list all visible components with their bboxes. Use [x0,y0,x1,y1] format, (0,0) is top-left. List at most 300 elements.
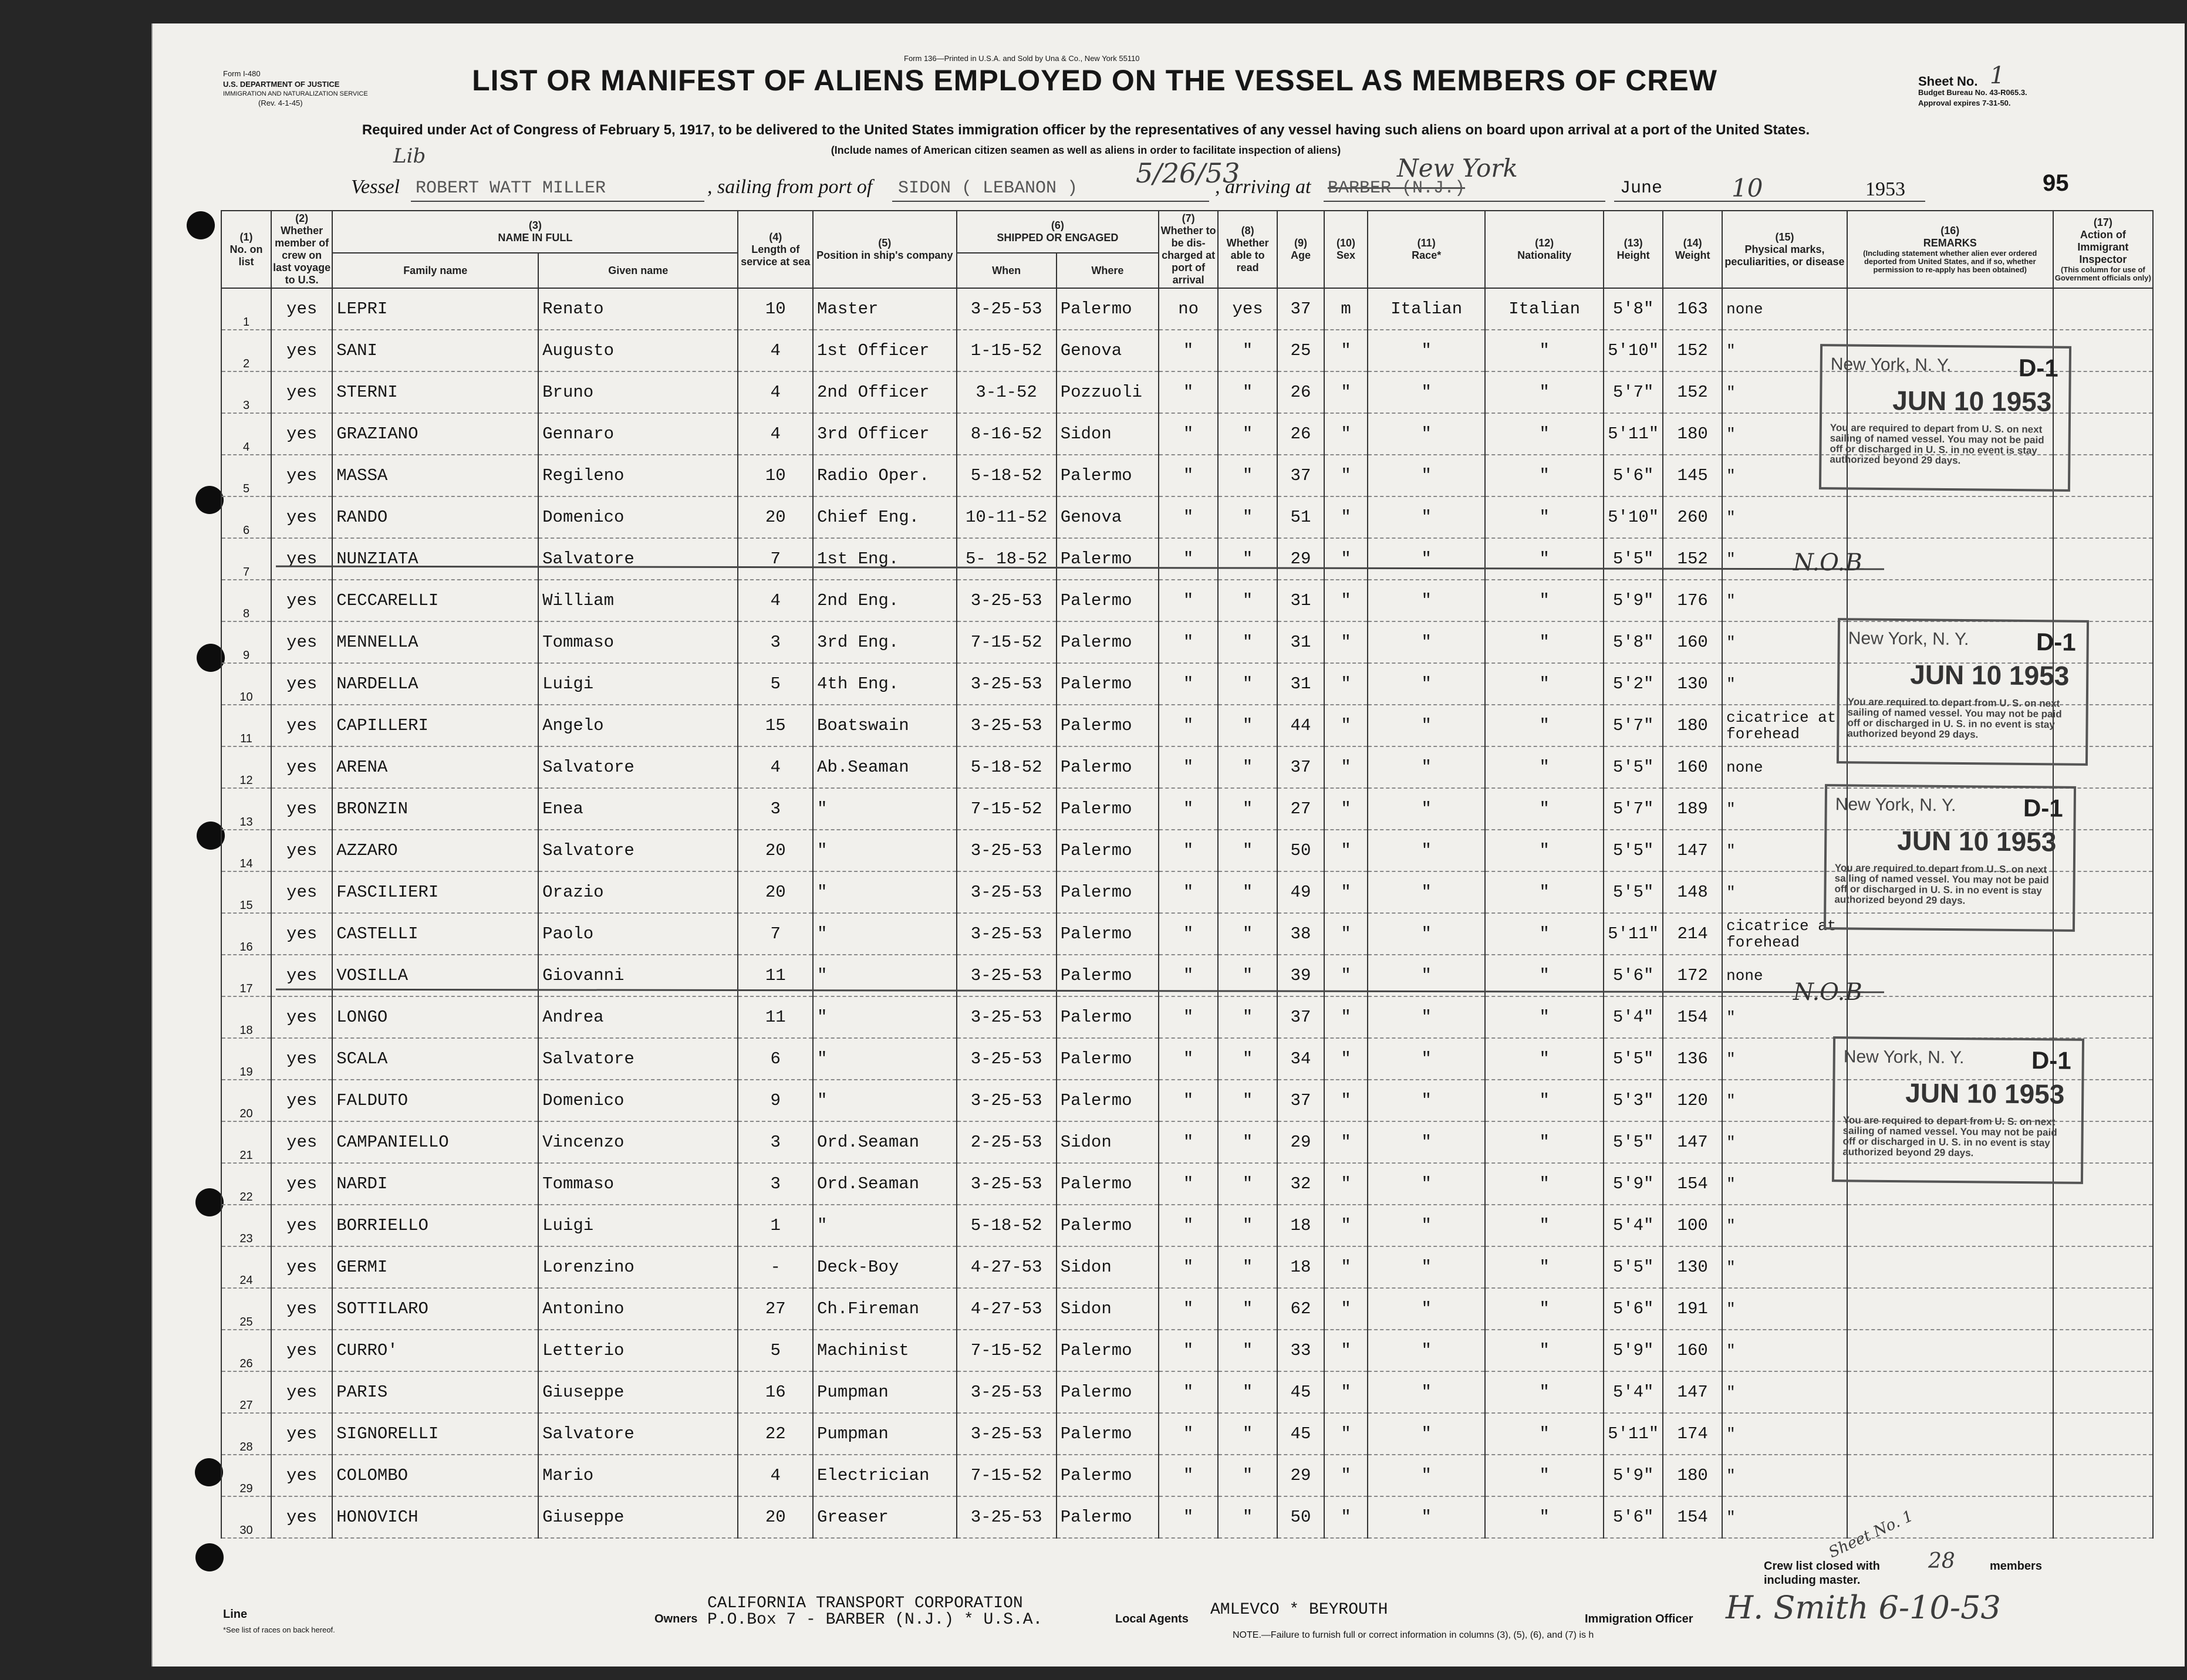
inspector-action [2053,996,2153,1038]
col-no: (1) No. on list [221,211,271,288]
age: 62 [1277,1288,1324,1330]
able-to-read: " [1218,1330,1277,1371]
table-row [221,538,2153,580]
age: 26 [1277,371,1324,413]
local-agents: AMLEVCO * BEYROUTH [1210,1601,1388,1619]
sex: " [1324,830,1368,871]
race: " [1368,1080,1485,1121]
to-be-discharged: " [1159,1121,1218,1163]
physical-marks: " [1722,1246,1847,1288]
service-length: 5 [738,663,813,705]
position: " [813,913,957,955]
weight: 160 [1663,746,1722,788]
weight: 120 [1663,1080,1722,1121]
service-length: 6 [738,1038,813,1080]
able-to-read: " [1218,1163,1277,1205]
remarks [1847,1330,2053,1371]
row-number: 21 [221,1121,271,1163]
remarks [1847,538,2053,580]
position: Radio Oper. [813,455,957,496]
position: 1st Eng. [813,538,957,580]
race: " [1368,830,1485,871]
nob-note-row-16: N.O.B [1793,979,1862,1006]
shipped-when: 3-25-53 [957,830,1057,871]
given-name: Paolo [538,913,738,955]
footer-note: NOTE.—Failure to furnish full or correct information in columns (3), (5), (6), and (7) is h [1233,1630,1594,1640]
remarks [1847,1246,2053,1288]
able-to-read: " [1218,871,1277,913]
weight: 154 [1663,996,1722,1038]
shipped-where: Palermo [1057,913,1159,955]
to-be-discharged: " [1159,1288,1218,1330]
sex: " [1324,1080,1368,1121]
weight: 160 [1663,1330,1722,1371]
able-to-read: " [1218,1496,1277,1538]
able-to-read: " [1218,746,1277,788]
to-be-discharged: " [1159,1455,1218,1496]
to-be-discharged: " [1159,1163,1218,1205]
given-name: Lorenzino [538,1246,738,1288]
row-number: 10 [221,663,271,705]
table-row [221,1246,2153,1288]
nationality: " [1485,580,1604,621]
shipped-when: 5- 18-52 [957,538,1057,580]
height: 5'2" [1604,663,1663,705]
last-voyage: yes [271,1080,332,1121]
nationality: " [1485,413,1604,455]
able-to-read: " [1218,1413,1277,1455]
weight: 174 [1663,1413,1722,1455]
family-name: LEPRI [332,288,538,330]
race: " [1368,705,1485,746]
given-name: Salvatore [538,1038,738,1080]
shipped-where: Palermo [1057,746,1159,788]
row-number: 14 [221,830,271,871]
sex: " [1324,496,1368,538]
to-be-discharged: " [1159,1371,1218,1413]
race: " [1368,538,1485,580]
department: U.S. DEPARTMENT OF JUSTICE [223,80,340,89]
race: " [1368,788,1485,830]
service-length: 9 [738,1080,813,1121]
shipped-where: Palermo [1057,705,1159,746]
sailing-label: , sailing from port of [707,176,873,198]
to-be-discharged: " [1159,1080,1218,1121]
sex: " [1324,663,1368,705]
height: 5'6" [1604,455,1663,496]
sex: " [1324,1413,1368,1455]
shipped-where: Palermo [1057,1205,1159,1246]
to-be-discharged: " [1159,705,1218,746]
weight: 136 [1663,1038,1722,1080]
remarks [1847,580,2053,621]
service-length: 3 [738,1163,813,1205]
weight: 180 [1663,413,1722,455]
height: 5'5" [1604,871,1663,913]
physical-marks: " [1722,496,1847,538]
position: Ord.Seaman [813,1121,957,1163]
sex: " [1324,371,1368,413]
age: 37 [1277,996,1324,1038]
physical-marks: cicatrice at forehead [1722,913,1847,955]
shipped-where: Palermo [1057,1496,1159,1538]
able-to-read: " [1218,1455,1277,1496]
crew-closed-label: Crew list closed with [1764,1560,1880,1573]
shipped-when: 3-1-52 [957,371,1057,413]
shipped-when: 3-25-53 [957,1413,1057,1455]
form-number: Form I-480 [223,69,261,78]
col-remarks: (16) REMARKS (Including statement whether alien ever ordered deported from United States, and if so, whether permission to re-apply has been obtained) [1847,211,2053,288]
to-be-discharged: " [1159,496,1218,538]
family-name: STERNI [332,371,538,413]
race: " [1368,955,1485,996]
sex: " [1324,455,1368,496]
family-name: MENNELLA [332,621,538,663]
col-height: (13) Height [1604,211,1663,288]
shipped-when: 8-16-52 [957,413,1057,455]
weight: 100 [1663,1205,1722,1246]
nationality: Italian [1485,288,1604,330]
position: Master [813,288,957,330]
height: 5'11" [1604,913,1663,955]
last-voyage: yes [271,1246,332,1288]
height: 5'8" [1604,621,1663,663]
service-length: 4 [738,371,813,413]
position: " [813,830,957,871]
position: " [813,1038,957,1080]
weight: 152 [1663,371,1722,413]
given-name: Augusto [538,330,738,371]
weight: 148 [1663,871,1722,913]
family-name: FALDUTO [332,1080,538,1121]
sex: " [1324,1205,1368,1246]
race: " [1368,455,1485,496]
weight: 152 [1663,538,1722,580]
col-age: (9) Age [1277,211,1324,288]
given-name: Bruno [538,371,738,413]
race: " [1368,996,1485,1038]
weight: 147 [1663,1371,1722,1413]
age: 38 [1277,913,1324,955]
family-name: CAMPANIELLO [332,1121,538,1163]
sex: " [1324,955,1368,996]
shipped-when: 7-15-52 [957,1330,1057,1371]
race: " [1368,913,1485,955]
to-be-discharged: " [1159,1038,1218,1080]
able-to-read: " [1218,955,1277,996]
age: 29 [1277,1121,1324,1163]
nationality: " [1485,455,1604,496]
to-be-discharged: " [1159,1246,1218,1288]
sex: " [1324,413,1368,455]
shipped-where: Palermo [1057,871,1159,913]
nationality: " [1485,1163,1604,1205]
able-to-read: " [1218,1288,1277,1330]
service-length: 3 [738,788,813,830]
to-be-discharged: " [1159,788,1218,830]
last-voyage: yes [271,1413,332,1455]
sex: " [1324,1163,1368,1205]
age: 32 [1277,1163,1324,1205]
service-length: - [738,1246,813,1288]
arrival-day: 10 [1732,174,1763,202]
row-number: 7 [221,538,271,580]
nationality: " [1485,1205,1604,1246]
position: Pumpman [813,1371,957,1413]
given-name: Renato [538,288,738,330]
age: 27 [1277,788,1324,830]
age: 44 [1277,705,1324,746]
members-label: members [1990,1560,2042,1573]
physical-marks: " [1722,1205,1847,1246]
page-title: LIST OR MANIFEST OF ALIENS EMPLOYED ON THE VESSEL AS MEMBERS OF CREW [472,64,1717,97]
nationality: " [1485,1288,1604,1330]
given-name: Tommaso [538,621,738,663]
row-number: 16 [221,913,271,955]
able-to-read: " [1218,580,1277,621]
family-name: ARENA [332,746,538,788]
vessel-name: ROBERT WATT MILLER [416,178,606,198]
shipped-when: 4-27-53 [957,1246,1057,1288]
weight: 163 [1663,288,1722,330]
service-length: 27 [738,1288,813,1330]
shipped-where: Sidon [1057,1246,1159,1288]
row-number: 18 [221,996,271,1038]
height: 5'9" [1604,1330,1663,1371]
last-voyage: yes [271,746,332,788]
remarks [1847,996,2053,1038]
height: 5'10" [1604,330,1663,371]
service-length: 4 [738,580,813,621]
physical-marks: " [1722,1163,1847,1205]
last-voyage: yes [271,1163,332,1205]
race: " [1368,1330,1485,1371]
able-to-read: " [1218,1080,1277,1121]
able-to-read: " [1218,413,1277,455]
shipped-where: Palermo [1057,1038,1159,1080]
crew-count: 28 [1928,1549,1955,1573]
height: 5'5" [1604,538,1663,580]
table-row [221,1455,2153,1496]
physical-marks: " [1722,1371,1847,1413]
row-number: 30 [221,1496,271,1538]
height: 5'3" [1604,1080,1663,1121]
row-number: 23 [221,1205,271,1246]
family-name: PARIS [332,1371,538,1413]
nationality: " [1485,871,1604,913]
row-number: 28 [221,1413,271,1455]
physical-marks: cicatrice at forehead [1722,705,1847,746]
shipped-when: 5-18-52 [957,1205,1057,1246]
sheet-label: Sheet No. [1918,74,1978,89]
age: 50 [1277,1496,1324,1538]
able-to-read: " [1218,830,1277,871]
last-voyage: yes [271,413,332,455]
arriving-handwritten: New York [1397,154,1518,182]
immigration-stamp: New York, N. Y. D-1 JUN 10 1953 You are required to depart from U. S. on next sailing of named vessel. You may not be paid off or discharged in U. S. in no event is stay authorized beyond 29 days. [1837,618,2089,766]
last-voyage: yes [271,663,332,705]
race: " [1368,1038,1485,1080]
service-length: 7 [738,913,813,955]
sex: " [1324,1496,1368,1538]
officer-signature: H. Smith 6-10-53 [1726,1589,2001,1626]
family-name: CURRO' [332,1330,538,1371]
nationality: " [1485,1330,1604,1371]
shipped-where: Palermo [1057,288,1159,330]
weight: 260 [1663,496,1722,538]
sex: " [1324,1288,1368,1330]
family-name: BRONZIN [332,788,538,830]
including-master: including master. [1764,1574,1861,1587]
vessel-label: Vessel [351,176,400,198]
service-name: IMMIGRATION AND NATURALIZATION SERVICE [223,90,368,97]
race: " [1368,1413,1485,1455]
to-be-discharged: " [1159,580,1218,621]
age: 29 [1277,538,1324,580]
physical-marks: " [1722,1288,1847,1330]
position: Machinist [813,1330,957,1371]
inspector-action [2053,538,2153,580]
inspector-action [2053,496,2153,538]
nationality: " [1485,705,1604,746]
physical-marks: " [1722,1121,1847,1163]
arrival-month: June [1620,178,1663,198]
last-voyage: yes [271,580,332,621]
weight: 176 [1663,580,1722,621]
remarks [1847,1413,2053,1455]
age: 37 [1277,288,1324,330]
weight: 145 [1663,455,1722,496]
weight: 152 [1663,330,1722,371]
able-to-read: " [1218,330,1277,371]
physical-marks: " [1722,621,1847,663]
last-voyage: yes [271,830,332,871]
age: 37 [1277,746,1324,788]
race: " [1368,663,1485,705]
family-name: MASSA [332,455,538,496]
given-name: Salvatore [538,746,738,788]
able-to-read: yes [1218,288,1277,330]
immigration-stamp: New York, N. Y. D-1 JUN 10 1953 You are required to depart from U. S. on next sailing of named vessel. You may not be paid off or discharged in U. S. in no event is stay authorized beyond 29 days. [1819,344,2071,492]
race-note: *See list of races on back hereof. [223,1625,335,1634]
race: " [1368,1121,1485,1163]
table-row [221,1413,2153,1455]
family-name: GERMI [332,1246,538,1288]
height: 5'5" [1604,830,1663,871]
page-number: 95 [2043,170,2069,196]
age: 37 [1277,455,1324,496]
service-length: 5 [738,1330,813,1371]
arriving-label: , arriving at [1215,176,1311,198]
table-row [221,580,2153,621]
nationality: " [1485,788,1604,830]
immigration-stamp: New York, N. Y. D-1 JUN 10 1953 You are required to depart from U. S. on next sailing of named vessel. You may not be paid off or discharged in U. S. in no event is stay authorized beyond 29 days. [1824,784,2076,932]
age: 45 [1277,1371,1324,1413]
age: 25 [1277,330,1324,371]
service-length: 1 [738,1205,813,1246]
height: 5'5" [1604,1121,1663,1163]
height: 5'5" [1604,1246,1663,1288]
nationality: " [1485,538,1604,580]
service-length: 20 [738,871,813,913]
inspector-action [2053,1246,2153,1288]
owners-label: Owners [654,1613,698,1625]
shipped-where: Palermo [1057,1455,1159,1496]
last-voyage: yes [271,871,332,913]
sex: " [1324,621,1368,663]
position: Boatswain [813,705,957,746]
race: " [1368,746,1485,788]
row-number: 3 [221,371,271,413]
row-number: 5 [221,455,271,496]
punch-hole [195,486,224,514]
height: 5'9" [1604,1455,1663,1496]
nationality: " [1485,955,1604,996]
row-number: 17 [221,955,271,996]
shipped-where: Sidon [1057,1121,1159,1163]
shipped-where: Palermo [1057,955,1159,996]
remarks [1847,1288,2053,1330]
row-number: 26 [221,1330,271,1371]
position: " [813,871,957,913]
family-name: CAPILLERI [332,705,538,746]
sex: " [1324,871,1368,913]
given-name: Giuseppe [538,1496,738,1538]
last-voyage: yes [271,705,332,746]
col-action: (17) Action of Immigrant Inspector (This column for use of Government officials only) [2053,211,2153,288]
family-name: SANI [332,330,538,371]
nationality: " [1485,1038,1604,1080]
shipped-where: Palermo [1057,663,1159,705]
sex: " [1324,1246,1368,1288]
position: Ord.Seaman [813,1163,957,1205]
row-number: 6 [221,496,271,538]
race: " [1368,1163,1485,1205]
service-length: 4 [738,330,813,371]
race: " [1368,371,1485,413]
able-to-read: " [1218,621,1277,663]
nationality: " [1485,1121,1604,1163]
nationality: " [1485,330,1604,371]
shipped-when: 3-25-53 [957,1080,1057,1121]
arriving-port: BARBER (N.J.) [1328,178,1466,198]
position: 3rd Eng. [813,621,957,663]
remarks [1847,955,2053,996]
position: Ab.Seaman [813,746,957,788]
inspector-action [2053,1413,2153,1455]
physical-marks: " [1722,996,1847,1038]
last-voyage: yes [271,1121,332,1163]
race: " [1368,413,1485,455]
table-row [221,996,2153,1038]
table-row [221,1330,2153,1371]
race: " [1368,1246,1485,1288]
nationality: " [1485,830,1604,871]
remarks [1847,1455,2053,1496]
given-name: Gennaro [538,413,738,455]
to-be-discharged: " [1159,1330,1218,1371]
physical-marks: " [1722,1080,1847,1121]
owners-line-2: P.O.Box 7 - BARBER (N.J.) * U.S.A. [707,1611,1043,1629]
given-name: Luigi [538,663,738,705]
physical-marks: none [1722,288,1847,330]
given-name: Giuseppe [538,1371,738,1413]
physical-marks: " [1722,371,1847,413]
able-to-read: " [1218,1371,1277,1413]
given-name: Letterio [538,1330,738,1371]
shipped-where: Palermo [1057,830,1159,871]
sex: " [1324,996,1368,1038]
